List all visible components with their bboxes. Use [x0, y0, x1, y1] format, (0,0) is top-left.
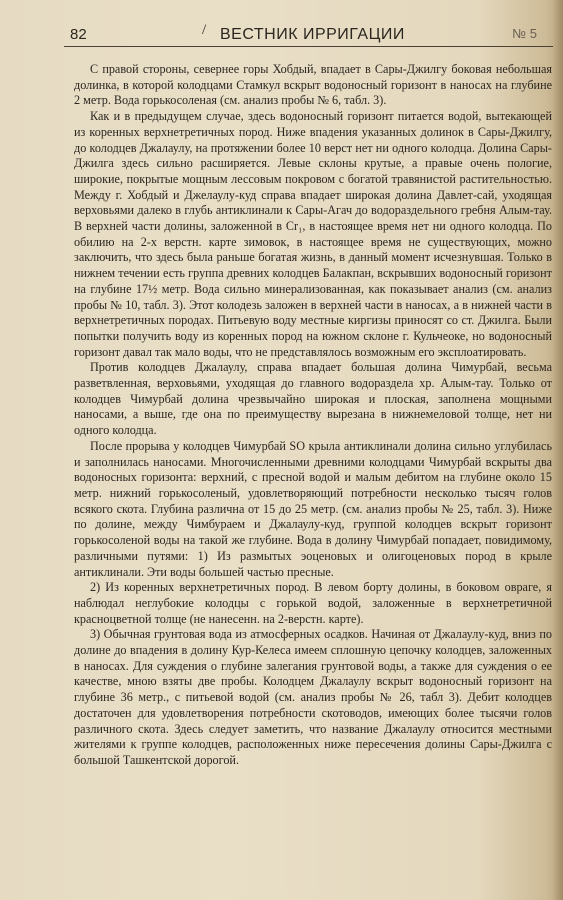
paragraph: Как и в предыдущем случае, здесь водоносный горизонт питается водой, вытекающей из коренных верхнетретичных пород. Ниже впадения указанных долинок в Сары-Джилгу, до колодцев Джалаулу, на протяжении более 10 верст нет ни одного колодца. Долина Сары-Джилга здесь сильно расширяется. Левые склоны крутые, а правые очень пологие, широкие, покрытые мощным лессовым покровом с богатой травянистой растительностью. Между г. Хобдый и Джелаулу-куд справа впадает широкая долина Давлет-сай, уходящая верховьями далеко в глубь антиклинали к Сары-Агач до водораздельного гребня Алым-тау. В верхней части долины, заложенной в Cr₁, в настоящее время нет ни одного колодца. По обилию на 2-х верстн. карте зимовок, в настоящее время не существующих, можно заключить, что здесь была раньше богатая жизнь, в данный момент исчезнувшая. Только в нижнем течении есть группа древних колодцев Балакпан, вскрывших водоносный горизонт на глубине 17½ метр. Вода сильно минерализованная, как показывает анализ (см. анализ пробы № 10, табл. 3). Этот колодезь заложен в верхней части в наносах, а в нижней части в верхнетретичных породах. Питьевую воду местные киргизы приносят со ст. Джилга. Были попытки получить воду из коренных пород на южном склоне г. Кульчеоке, но водоносный горизонт давал так мало воды, что не представлялось возможным его эксплоатировать. — [74, 109, 552, 359]
page-number: 82 — [70, 26, 87, 43]
running-header — [70, 24, 549, 46]
paragraph: Против колодцев Джалаулу, справа впадает большая долина Чимурбай, весьма разветвленная, верховьями, уходящая до главного водораздела хр. Алым-тау. Только от колодцев Чимурбай долина чрезвычайно широкая и плоская, заполнена мощными наносами, а выше, где она по преимуществу вырезана в нижнемеловой толще, нет ни одного колодца. — [74, 360, 552, 438]
body-text — [74, 62, 552, 769]
page-spine-shadow — [553, 0, 563, 900]
paragraph: После прорыва у колодцев Чимурбай SO крыла антиклинали долина сильно углубилась и заполнилась наносами. Многочисленными древними колодцами Чимурбай вскрыты два водоносных горизонта: верхний, с пресной водой и малым дебитом на глубине около 15 метр. нижний горькосоленый, удовлетворяющий потребности несколько тысяч голов всякого скота. Глубина различна от 15 до 25 метр. (см. анализ пробы № 25, табл. 3). Ниже по долине, между Чимбураем и Джалаулу-куд, группой колодцев вскрыт горизонт горькосоленой воды на такой же глубине. Вода в долину Чимурбай попадает, повидимому, различными путями: 1) Из размытых эоценовых и олигоценовых пород в крыле антиклинали. Эти воды большей частью пресные. — [74, 438, 552, 579]
paragraph: 2) Из коренных верхнетретичных пород. В левом борту долины, в боковом овраге, я наблюдал неглубокие колодцы с горькой водой, заложенные в верхнетретичной красноцветной толще (не нанесенн. на 2-верстн. карте). — [74, 580, 552, 626]
header-rule — [64, 46, 553, 47]
issue-number: № 5 — [512, 26, 537, 41]
paragraph: С правой стороны, севернее горы Хобдый, впадает в Сары-Джилгу боковая небольшая долинка, в которой колодцами Стамкул вскрыт водоносный горизонт в наносах на глубине 2 метр. Вода горькосоленая (см. анализ пробы № 6, табл. 3). — [74, 62, 552, 108]
header-mark: / — [202, 22, 207, 38]
journal-title: ВЕСТНИК ИРРИГАЦИИ — [220, 26, 405, 43]
paragraph: 3) Обычная грунтовая вода из атмосферных осадков. Начиная от Джалаулу-куд, вниз по долине до впадения в долину Кур-Келеса имеем сплошную цепочку колодцев, заложенных в наносах. Для суждения о глубине залегания грунтовой воды, а также для суждения о ее качестве, мною взяты две пробы. Колодцем Джалаулу вскрыт водоносный горизонт на глубине 36 метр., с питьевой водой (см. анализ пробы № 26, табл 3). Дебит колодцев достаточен для удовлетворения потребности скотоводов, имеющих более тысячи голов различного скота. Здесь следует заметить, что название Джалаулу относится местными жителями к группе колодцев, расположенных ниже пересечения долины Сары-Джилга с большой Ташкентской дорогой. — [74, 627, 552, 767]
